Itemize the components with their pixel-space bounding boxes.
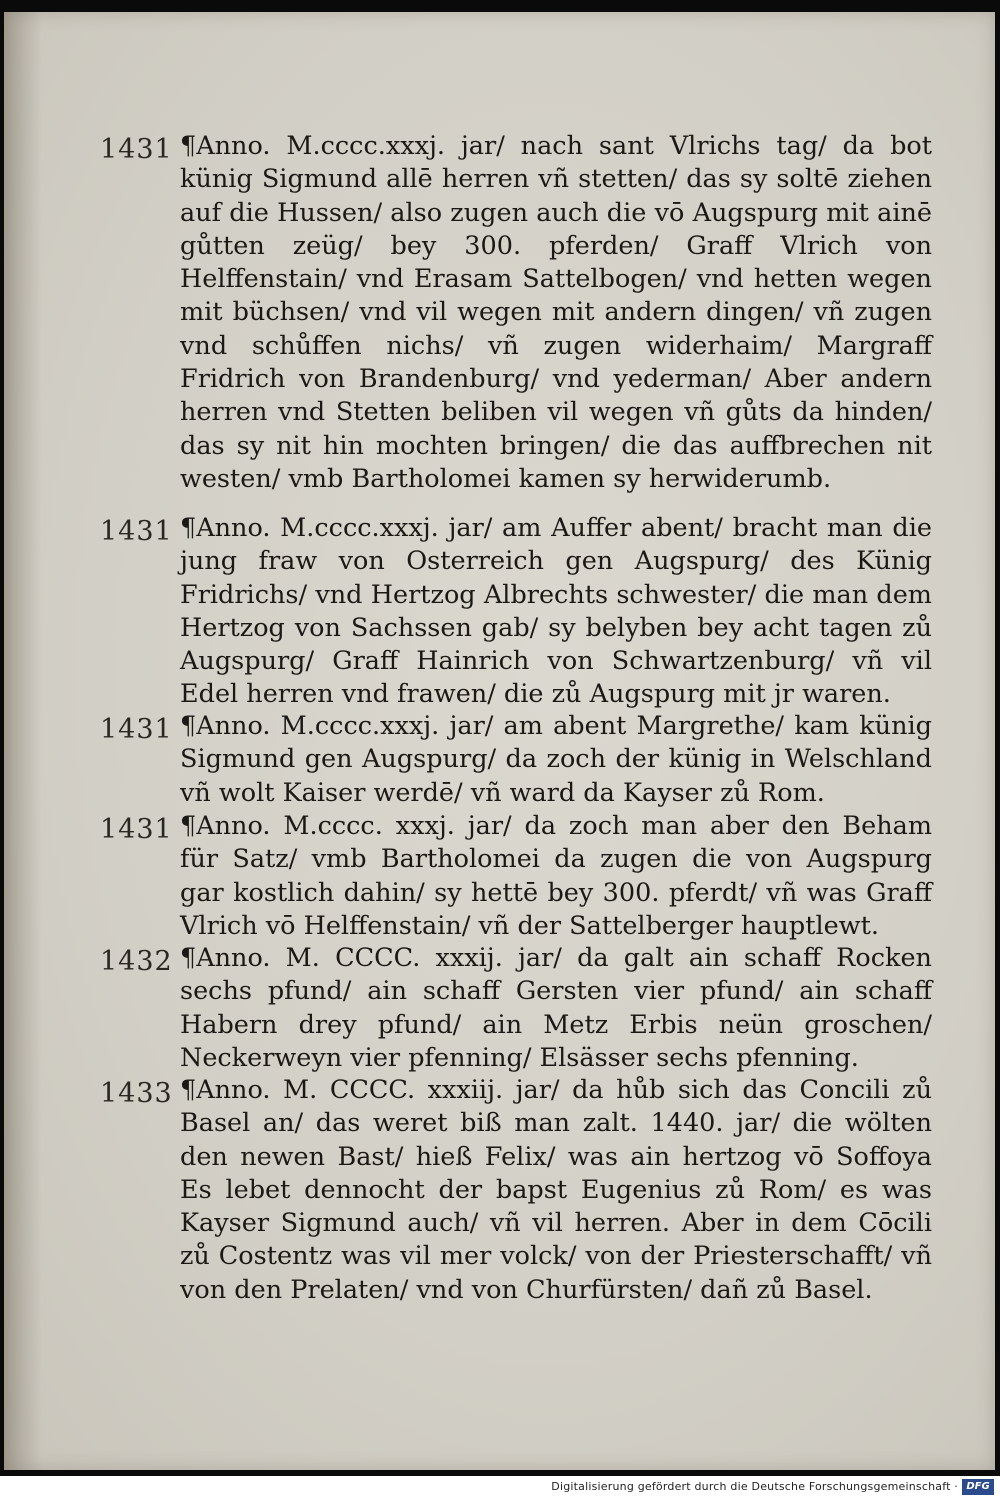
entry-year: 1433 xyxy=(100,1078,173,1109)
entry-year: 1432 xyxy=(100,946,173,977)
entry-year: 1431 xyxy=(100,814,173,845)
entry-text: ¶Anno. M.cccc. xxxj. jar/ da zoch man aber den Beham für Satz/ vmb Bartholomei da zugen die von Augspurg gar kostlich dahin/ sy hettē bey 300. pferdt/ vñ was Graff Vlrich vō Helffenstain/ vñ der Sattelberger hauptlewt. xyxy=(180,811,932,941)
entry-year: 1431 xyxy=(100,714,173,745)
footer-bar xyxy=(0,1476,1000,1500)
entry-text: ¶Anno. M.cccc.xxxj. jar/ am Auffer abent/ bracht man die jung fraw von Osterreich gen Augspurg/ des Künig Fridrichs/ vnd Hertzog Albrechts schwester/ die man dem Hertzog von Sachssen gab/ sy belyben bey acht tagen zů Augspurg/ Graff Hainrich von Schwartzenburg/ vñ vil Edel herren vnd frawen/ die zů Augspurg mit jr waren. xyxy=(180,513,932,710)
chronicle-entry xyxy=(100,810,940,942)
entry-text: ¶Anno. M.cccc.xxxj. jar/ nach sant Vlrichs tag/ da bot künig Sigmund allē herren vñ stetten/ das sy soltē ziehen auf die Hussen/ also zugen auch die vō Augspurg mit ainē gůtten zeüg/ bey 300. pferden/ Graff Vlrich von Helffenstain/ vnd Erasam Sattelbogen/ vnd hetten wegen mit büchsen/ vnd vil wegen mit andern dingen/ vñ zugen vnd schůffen nichs/ vñ zugen widerhaim/ Margraff Fridrich von Brandenburg/ vnd yederman/ Aber andern herren vnd Stetten beliben vil wegen vñ gůts da hinden/ das sy nit hin mochten bringen/ die das auffbrechen nit westen/ vmb Bartholomei kamen sy herwiderumb. xyxy=(180,131,932,494)
chronicle-entry xyxy=(100,710,940,810)
book-page xyxy=(4,12,995,1470)
entry-year: 1431 xyxy=(100,134,173,165)
chronicle-entry xyxy=(100,130,940,512)
dfg-logo: DFG xyxy=(962,1479,994,1495)
funding-credit: Digitalisierung gefördert durch die Deutsche Forschungsgemeinschaft · xyxy=(551,1480,958,1493)
chronicle-entry xyxy=(100,512,940,710)
entry-text: ¶Anno. M. CCCC. xxxiij. jar/ da hůb sich das Concili zů Basel an/ das weret biß man zalt. 1440. jar/ die wölten den newen Bast/ hieß Felix/ was ain hertzog vō Soffoya Es lebet dennocht der bapst Eugenius zů Rom/ es was Kayser Sigmund auch/ vñ vil herren. Aber in dem Cōcili zů Costentz was vil mer volck/ von der Priesterschafft/ vñ von den Prelaten/ vnd von Churfürsten/ dañ zů Basel. xyxy=(180,1075,932,1305)
entry-text: ¶Anno. M. CCCC. xxxij. jar/ da galt ain schaff Rocken sechs pfund/ ain schaff Gersten vier pfund/ ain schaff Habern drey pfund/ ain Metz Erbis neün groschen/ Neckerweyn vier pfenning/ Elsässer sechs pfenning. xyxy=(180,943,932,1073)
chronicle-entry xyxy=(100,1074,940,1306)
entry-year: 1431 xyxy=(100,516,173,547)
gutter-shadow xyxy=(4,12,42,1470)
chronicle-entries xyxy=(100,130,940,1306)
chronicle-entry xyxy=(100,942,940,1074)
entry-text: ¶Anno. M.cccc.xxxj. jar/ am abent Margrethe/ kam künig Sigmund gen Augspurg/ da zoch der künig in Welschland vñ wolt Kaiser werdē/ vñ ward da Kayser zů Rom. xyxy=(180,711,932,808)
